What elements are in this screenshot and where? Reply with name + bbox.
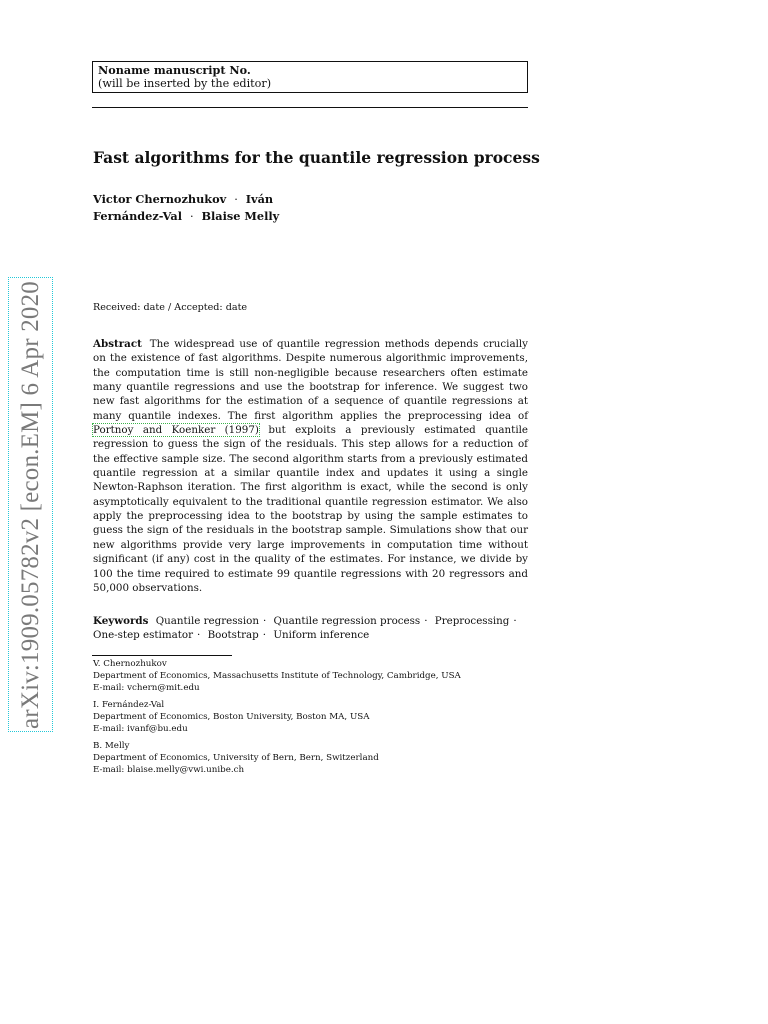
affiliation-email: E-mail: blaise.melly@vwi.unibe.ch	[93, 764, 245, 775]
abstract	[93, 337, 528, 595]
paper-title: Fast algorithms for the quantile regression process	[93, 148, 540, 167]
abstract-text: The widespread use of quantile regression methods depends crucially on the existence of fast algorithms. Despite numerous algorithmic improvements, the computation time is still non-negligible because researchers often estimate many quantile regressions and use the bootstrap for inference. We suggest two new fast algorithms for the estimation of a sequence of quantile regressions at many quantile indexes. The first algorithm applies the preprocessing idea of	[93, 338, 529, 422]
affiliation-email: E-mail: vchern@mit.edu	[93, 682, 200, 693]
header-rule	[92, 107, 528, 108]
keyword: Quantile regression process	[273, 615, 421, 627]
arxiv-stamp[interactable]	[8, 277, 53, 732]
keywords: Keywords Quantile regression · Quantile regression process · Preprocessing · One-step estimator · Bootstrap · Uniform inference	[93, 615, 517, 642]
abstract-heading: Abstract	[93, 338, 142, 350]
affiliation-block	[93, 741, 379, 776]
citation-link[interactable]: Portnoy and Koenker (1997)	[93, 424, 259, 437]
keyword: Quantile regression	[155, 615, 259, 627]
affiliation-block	[93, 659, 461, 694]
affiliation-email: E-mail: ivanf@bu.edu	[93, 723, 188, 734]
affiliation-department: Department of Economics, Boston University, Boston MA, USA	[93, 711, 370, 722]
keyword: One-step estimator	[93, 629, 193, 642]
keyword: Uniform inference	[273, 629, 370, 642]
affiliation-department: Department of Economics, University of Bern, Bern, Switzerland	[93, 752, 379, 763]
affiliation-department: Department of Economics, Massachusetts Institute of Technology, Cambridge, USA	[93, 670, 461, 681]
keyword: Preprocessing	[434, 615, 510, 627]
editor-note: (will be inserted by the editor)	[98, 77, 272, 90]
arxiv-identifier: arXiv:1909.05782v2 [econ.EM] 6 Apr 2020	[16, 280, 44, 729]
affiliation-block	[93, 700, 370, 735]
author-name: Victor Chernozhukov	[93, 192, 227, 206]
author-name: Blaise Melly	[201, 209, 280, 223]
received-date: Received: date / Accepted: date	[93, 302, 248, 313]
keywords-heading: Keywords	[93, 615, 149, 627]
author-list: Victor Chernozhukov · Iván Fernández-Val · Blaise Melly	[93, 192, 280, 223]
manuscript-box	[92, 61, 528, 93]
author-name: Iván	[245, 192, 274, 206]
footnote-rule	[92, 655, 232, 656]
manuscript-number-label: Noname manuscript No.	[98, 63, 251, 77]
author-name: Fernández-Val	[93, 209, 182, 223]
affiliation-name: B. Melly	[93, 741, 130, 751]
affiliation-name: V. Chernozhukov	[93, 659, 167, 669]
abstract-text: but exploits a previously estimated quantile regression to guess the sign of the residuals. This step allows for a reduction of the effective sample size. The second algorithm starts from a previously estimated quantile regression at a similar quantile index and updates it using a single Newton-Raphson iteration. The first algorithm is exact, while the second is only asymptotically equivalent to the traditional quantile regression estimator. We also apply the preprocessing idea to the bootstrap by using the sample estimates to guess the sign of the residuals in the bootstrap sample. Simulations show that our new algorithms provide very large improvements in computation time without significant (if any) cost in the quality of the estimates. For instance, we divide by 100 the time required to estimate 99 quantile regressions with 20 regressors and 50,000 observations.	[93, 424, 529, 594]
affiliation-name: I. Fernández-Val	[93, 700, 165, 710]
keyword: Bootstrap	[207, 629, 259, 642]
